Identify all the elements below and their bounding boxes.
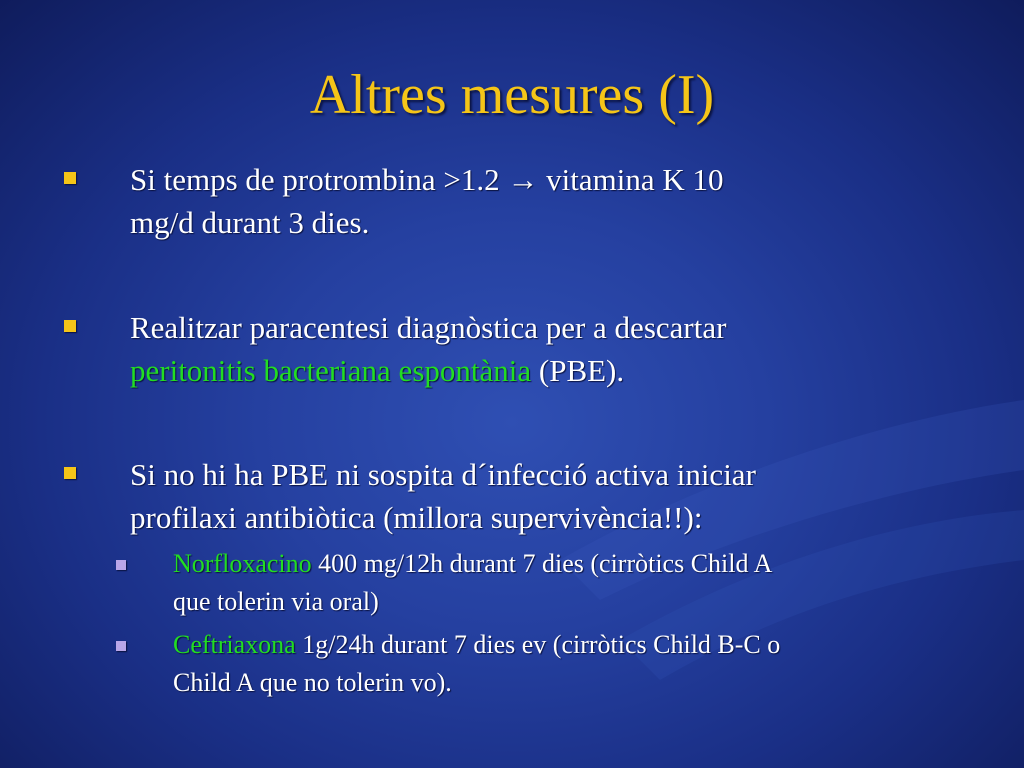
highlight-text: Ceftriaxona (173, 630, 296, 659)
square-bullet-icon (64, 320, 76, 332)
bullet-item-protrombina (130, 158, 950, 244)
bullet-line: Si no hi ha PBE ni sospita d´infecció activa iniciar (130, 457, 756, 492)
subbullet-item-ceftriaxona (173, 626, 973, 702)
subbullet-line: Child A que no tolerin vo). (173, 668, 452, 697)
subbullet-text: 400 mg/12h durant 7 dies (cirròtics Child A (311, 549, 773, 578)
bullet-text: (PBE). (531, 353, 625, 388)
square-subbullet-icon (116, 560, 126, 570)
bullet-line (130, 349, 950, 392)
bullet-line: mg/d durant 3 dies. (130, 205, 370, 240)
highlight-text: peritonitis bacteriana espontània (130, 353, 532, 388)
subbullet-line: que tolerin via oral) (173, 587, 379, 616)
square-subbullet-icon (116, 641, 126, 651)
bullet-line: Realitzar paracentesi diagnòstica per a descartar (130, 310, 727, 345)
subbullet-line (173, 626, 973, 664)
slide-title: Altres mesures (I) (309, 64, 715, 126)
bullet-item-paracentesi (130, 306, 950, 392)
subbullet-line (173, 545, 973, 583)
square-bullet-icon (64, 172, 76, 184)
square-bullet-icon (64, 467, 76, 479)
subbullet-item-norfloxacino (173, 545, 973, 621)
bullet-item-profilaxi (130, 453, 950, 539)
subbullet-text: 1g/24h durant 7 dies ev (cirròtics Child B-C o (295, 630, 781, 659)
bullet-line: Si temps de protrombina >1.2 → vitamina K 10 (130, 162, 724, 197)
highlight-text: Norfloxacino (173, 549, 312, 578)
bullet-line: profilaxi antibiòtica (millora supervivència!!): (130, 500, 703, 535)
